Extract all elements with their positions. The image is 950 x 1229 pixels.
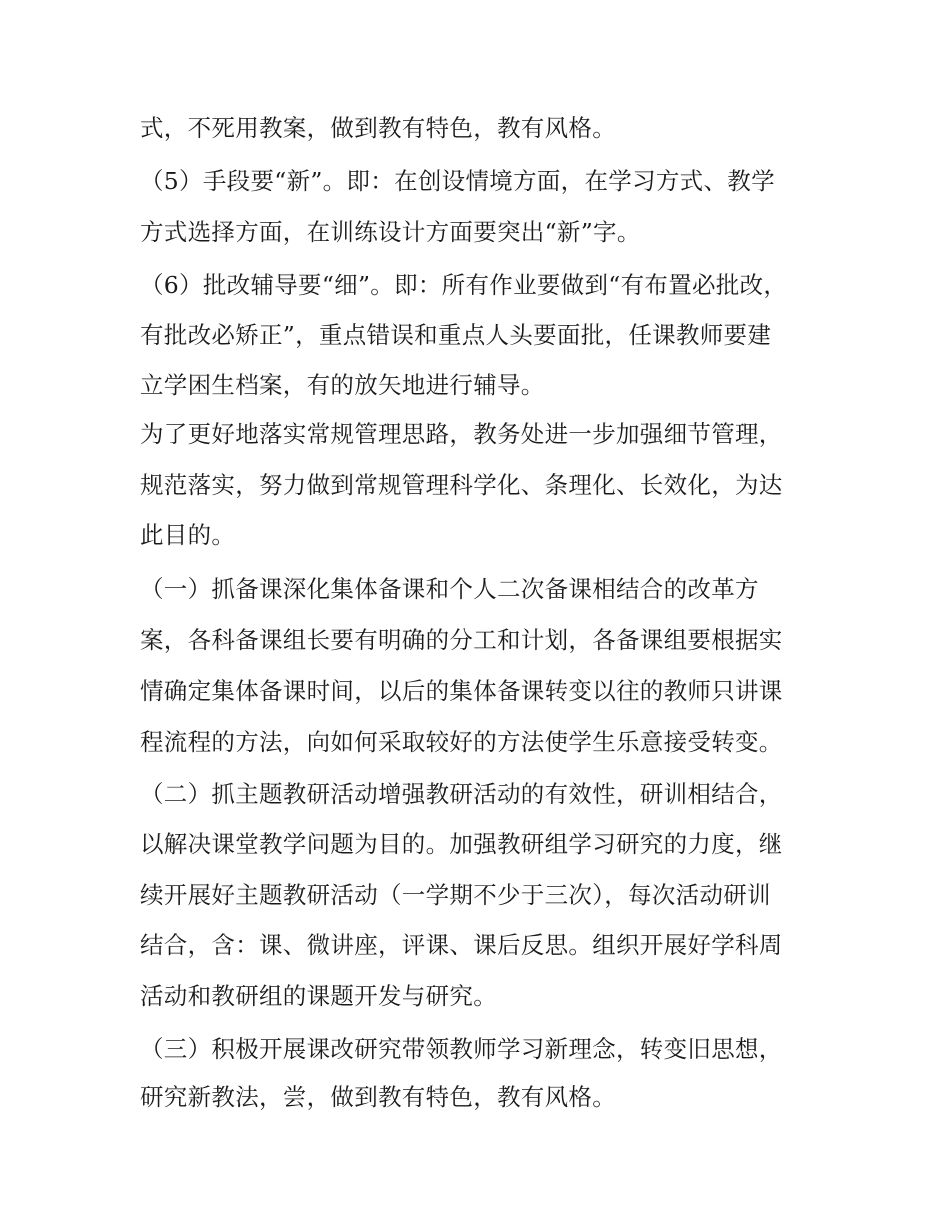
text-line: （5）手段要“新”。即：在创设情境方面，在学习方式、教学 (140, 167, 775, 195)
text-line: 续开展好主题教研活动（一学期不少于三次），每次活动研训 (140, 881, 771, 909)
text-line: （三）积极开展课改研究带领教师学习新理念，转变旧思想， (140, 1035, 783, 1063)
text-line: 案，各科备课组长要有明确的分工和计划，各备课组要根据实 (140, 626, 783, 654)
text-line: （6）批改辅导要“细”。即：所有作业要做到“有布置必批改， (140, 271, 788, 299)
text-line: 有批改必矫正”，重点错误和重点人头要面批，任课教师要建 (140, 321, 772, 349)
text-line: 方式选择方面，在训练设计方面要突出“新”字。 (140, 218, 641, 246)
text-line: 此目的。 (140, 521, 236, 549)
text-line: 情确定集体备课时间，以后的集体备课转变以往的教师只讲课 (140, 677, 783, 705)
text-line: 研究新教法，尝，做到教有特色，教有风格。 (140, 1083, 616, 1111)
text-line: 程流程的方法，向如何采取较好的方法使学生乐意接受转变。 (140, 728, 783, 756)
text-line: 式，不死用教案，做到教有特色，教有风格。 (140, 114, 616, 142)
text-line: （一）抓备课深化集体备课和个人二次备课相结合的改革方 (140, 575, 759, 603)
text-line: 以解决课堂教学问题为目的。加强教研组学习研究的力度，继 (140, 830, 783, 858)
text-line: 结合，含：课、微讲座，评课、课后反思。组织开展好学科周 (140, 931, 783, 959)
text-line: 立学困生档案，有的放矢地进行辅导。 (140, 371, 545, 399)
text-line: 为了更好地落实常规管理思路，教务处进一步加强细节管理， (140, 420, 783, 448)
text-line: 活动和教研组的课题开发与研究。 (140, 982, 497, 1010)
text-line: 规范落实，努力做到常规管理科学化、条理化、长效化，为达 (140, 471, 783, 499)
text-line: （二）抓主题教研活动增强教研活动的有效性，研训相结合， (140, 780, 783, 808)
